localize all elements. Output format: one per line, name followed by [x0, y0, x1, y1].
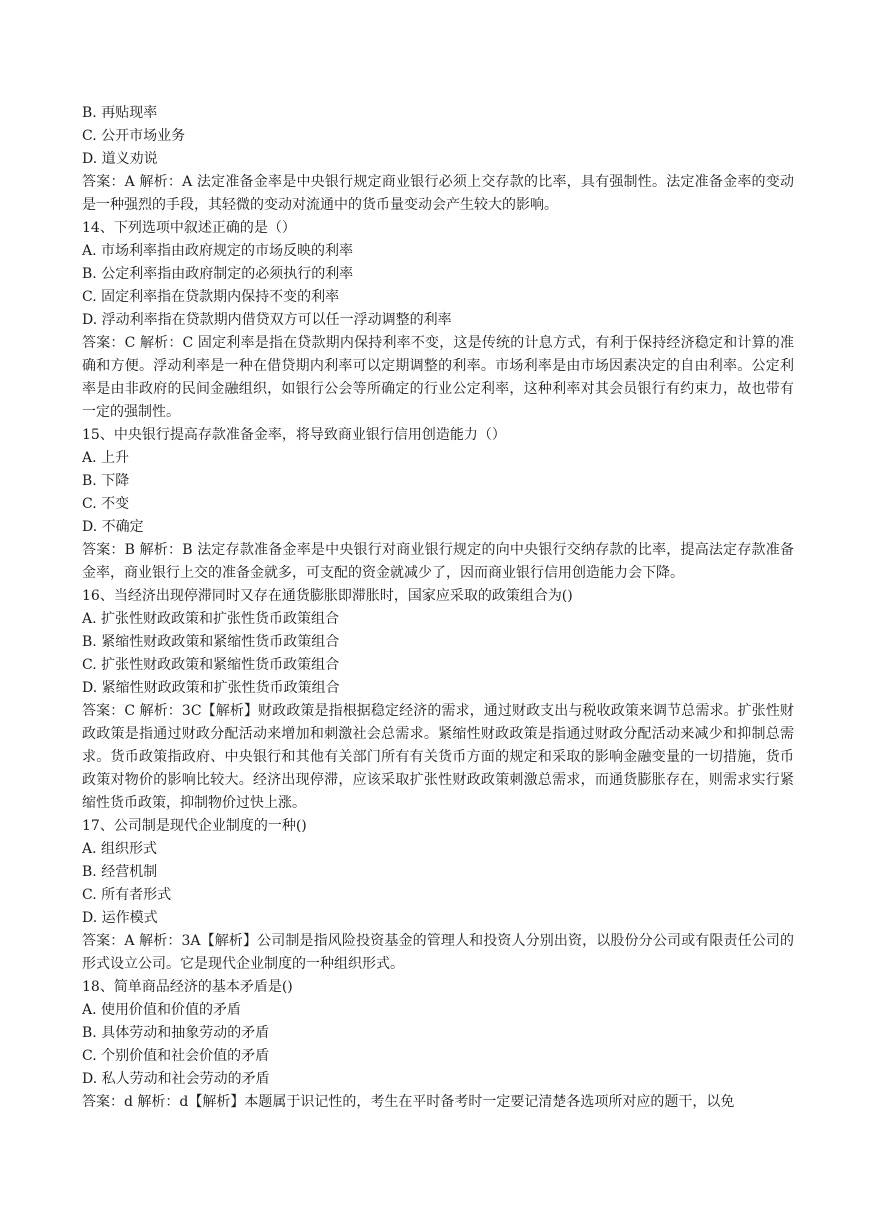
- option-line: B. 紧缩性财政政策和紧缩性货币政策组合: [82, 634, 340, 650]
- option-line: C. 公开市场业务: [82, 128, 186, 144]
- answer-explanation: 答案：A 解析：A 法定准备金率是中央银行规定商业银行必须上交存款的比率，具有强制性。法定准备金率的变动是一种强烈的手段，其轻微的变动对流通中的货币量变动会产生较大的影响。: [82, 174, 794, 213]
- option-line: A. 使用价值和价值的矛盾: [82, 1002, 242, 1018]
- question-line: 14、下列选项中叙述正确的是（）: [82, 220, 296, 236]
- question-line: 17、公司制是现代企业制度的一种(): [82, 818, 307, 834]
- option-line: B. 再贴现率: [82, 105, 158, 121]
- option-line: A. 上升: [82, 450, 130, 466]
- option-line: D. 私人劳动和社会劳动的矛盾: [82, 1071, 270, 1087]
- answer-explanation: 答案：A 解析：3A【解析】公司制是指风险投资基金的管理人和投资人分别出资，以股份分公司或有限责任公司的形式设立公司。它是现代企业制度的一种组织形式。: [82, 933, 794, 972]
- option-line: A. 市场利率指由政府规定的市场反映的利率: [82, 243, 354, 259]
- answer-explanation: 答案：B 解析：B 法定存款准备金率是中央银行对商业银行规定的向中央银行交纳存款的比率，提高法定存款准备金率，商业银行上交的准备金就多，可支配的资金就减少了，因而商业银行信用创造能力会下降。: [82, 542, 794, 581]
- question-line: 16、当经济出现停滞同时又存在通货膨胀即滞胀时，国家应采取的政策组合为(): [82, 588, 573, 604]
- option-line: D. 道义劝说: [82, 151, 158, 167]
- option-line: A. 组织形式: [82, 841, 158, 857]
- option-line: B. 具体劳动和抽象劳动的矛盾: [82, 1025, 270, 1041]
- answer-explanation: 答案：C 解析：C 固定利率是指在贷款期内保持利率不变，这是传统的计息方式，有利于保持经济稳定和计算的准确和方便。浮动利率是一种在借贷期内利率可以定期调整的利率。市场利率是由市场因素决定的自由利率。公定利率是由非政府的民间金融组织，如银行公会等所确定的行业公定利率，这种利率对其会员银行有约束力，故也带有一定的强制性。: [82, 335, 794, 420]
- option-line: B. 下降: [82, 473, 130, 489]
- option-line: D. 浮动利率指在贷款期内借贷双方可以任一浮动调整的利率: [82, 312, 452, 328]
- option-line: C. 扩张性财政政策和紧缩性货币政策组合: [82, 657, 340, 673]
- question-line: 18、简单商品经济的基本矛盾是(): [82, 979, 293, 995]
- option-line: C. 不变: [82, 496, 130, 512]
- document-page: [82, 102, 794, 1114]
- answer-explanation: 答案：C 解析：3C【解析】财政政策是指根据稳定经济的需求，通过财政支出与税收政策来调节总需求。扩张性财政政策是指通过财政分配活动来增加和刺激社会总需求。紧缩性财政政策是指通过财政分配活动来减少和抑制总需求。货币政策指政府、中央银行和其他有关部门所有有关货币方面的规定和采取的影响金融变量的一切措施，货币政策对物价的影响比较大。经济出现停滞，应该采取扩张性财政政策刺激总需求，而通货膨胀存在，则需求实行紧缩性货币政策，抑制物价过快上涨。: [82, 703, 794, 811]
- option-line: D. 不确定: [82, 519, 144, 535]
- option-line: C. 所有者形式: [82, 887, 172, 903]
- option-line: B. 公定利率指由政府制定的必须执行的利率: [82, 266, 354, 282]
- option-line: B. 经营机制: [82, 864, 158, 880]
- option-line: D. 运作模式: [82, 910, 158, 926]
- option-line: D. 紧缩性财政政策和扩张性货币政策组合: [82, 680, 340, 696]
- option-line: C. 个别价值和社会价值的矛盾: [82, 1048, 270, 1064]
- option-line: C. 固定利率指在贷款期内保持不变的利率: [82, 289, 340, 305]
- answer-explanation: 答案：d 解析：d【解析】本题属于识记性的，考生在平时备考时一定要记清楚各选项所对应的题干，以免: [82, 1094, 735, 1110]
- option-line: A. 扩张性财政政策和扩张性货币政策组合: [82, 611, 340, 627]
- question-line: 15、中央银行提高存款准备金率，将导致商业银行信用创造能力（）: [82, 427, 506, 443]
